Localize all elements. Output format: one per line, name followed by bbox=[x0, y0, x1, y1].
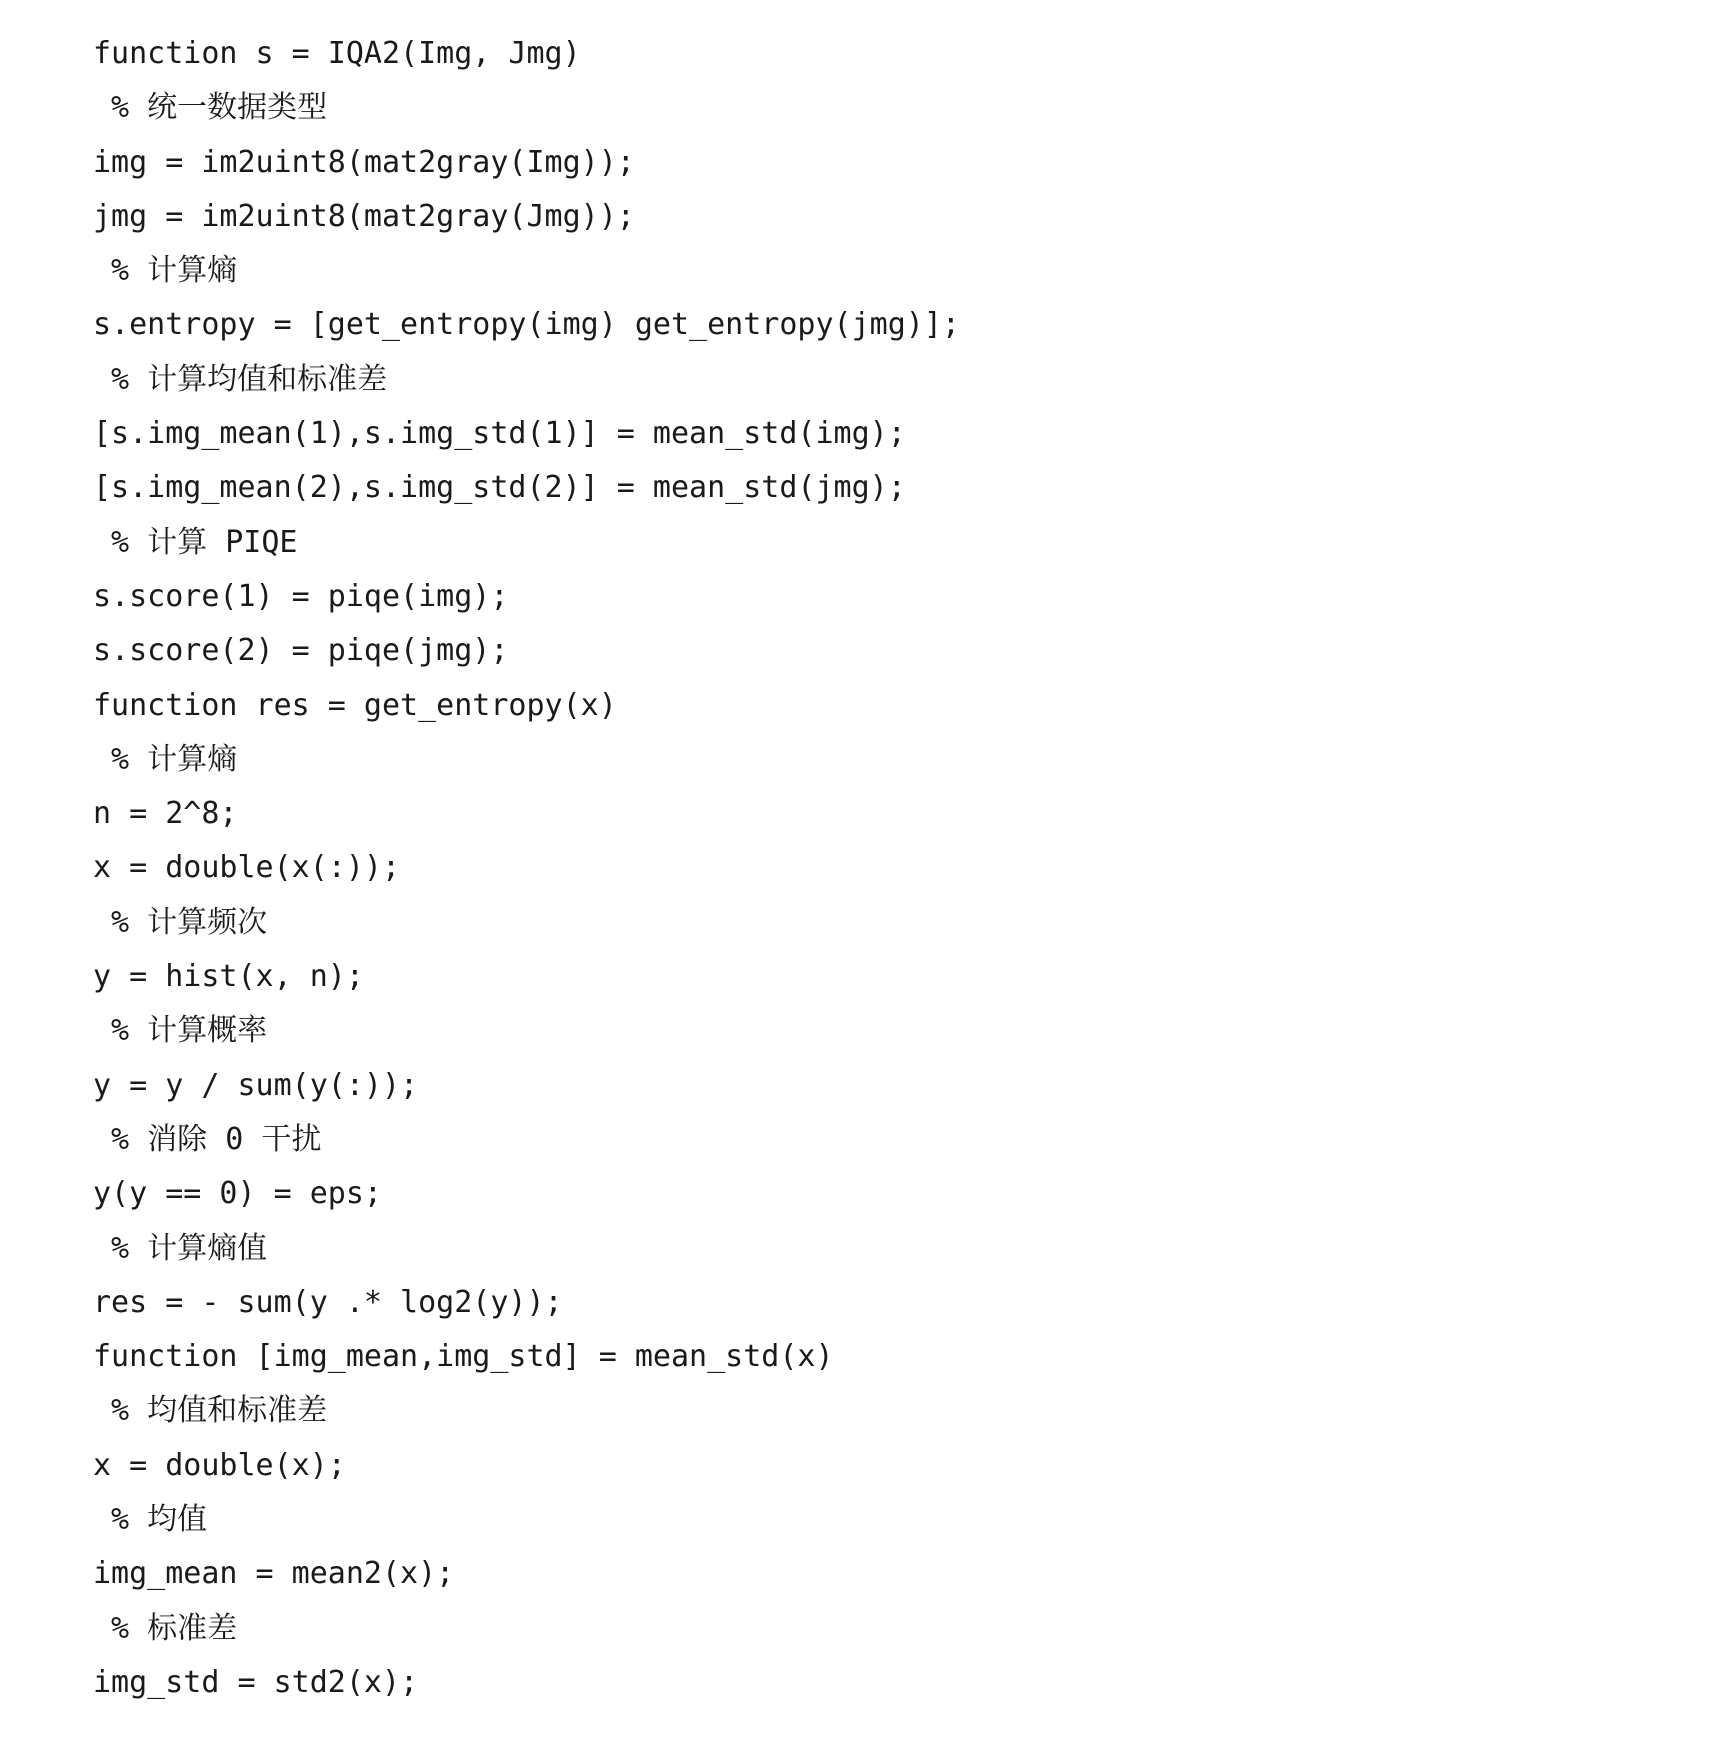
comment-line: % 计算 PIQE bbox=[93, 524, 298, 560]
comment-line: % 均值 bbox=[93, 1502, 208, 1538]
code-line: s.score(2) = piqe(jmg); bbox=[93, 633, 509, 669]
code-line: function [img_mean,img_std] = mean_std(x) bbox=[93, 1339, 834, 1375]
code-line: img = im2uint8(mat2gray(Img)); bbox=[93, 144, 635, 180]
comment-line: % 计算熵值 bbox=[93, 1230, 268, 1266]
code-line: [s.img_mean(1),s.img_std(1)] = mean_std(img); bbox=[93, 416, 906, 452]
code-line: function s = IQA2(Img, Jmg) bbox=[93, 36, 581, 71]
code-line: function res = get_entropy(x) bbox=[93, 687, 617, 723]
code-line: res = - sum(y .* log2(y)); bbox=[93, 1284, 563, 1320]
comment-line: % 均值和标准差 bbox=[93, 1393, 328, 1429]
code-line: jmg = im2uint8(mat2gray(Jmg)); bbox=[93, 198, 635, 234]
comment-line: % 统一数据类型 bbox=[93, 90, 328, 126]
code-line: x = double(x(:)); bbox=[93, 850, 401, 886]
comment-line: % 计算熵 bbox=[93, 253, 238, 289]
code-line: s.entropy = [get_entropy(img) get_entropy(jmg)]; bbox=[93, 307, 960, 343]
code-line: y(y == 0) = eps; bbox=[93, 1176, 382, 1212]
comment-line: % 标准差 bbox=[93, 1610, 238, 1646]
code-line: img_std = std2(x); bbox=[93, 1664, 419, 1700]
code-line: [s.img_mean(2),s.img_std(2)] = mean_std(jmg); bbox=[93, 470, 906, 506]
comment-line: % 计算均值和标准差 bbox=[93, 361, 388, 397]
code-line: n = 2^8; bbox=[93, 796, 238, 832]
code-listing bbox=[93, 27, 960, 1710]
comment-line: % 计算频次 bbox=[93, 904, 268, 940]
comment-line: % 消除 0 干扰 bbox=[93, 1121, 322, 1157]
code-line: y = hist(x, n); bbox=[93, 959, 364, 995]
comment-line: % 计算熵 bbox=[93, 741, 238, 777]
code-line: y = y / sum(y(:)); bbox=[93, 1067, 419, 1103]
code-line: x = double(x); bbox=[93, 1447, 346, 1483]
code-line: s.score(1) = piqe(img); bbox=[93, 578, 509, 614]
code-line: img_mean = mean2(x); bbox=[93, 1556, 455, 1592]
comment-line: % 计算概率 bbox=[93, 1013, 268, 1049]
